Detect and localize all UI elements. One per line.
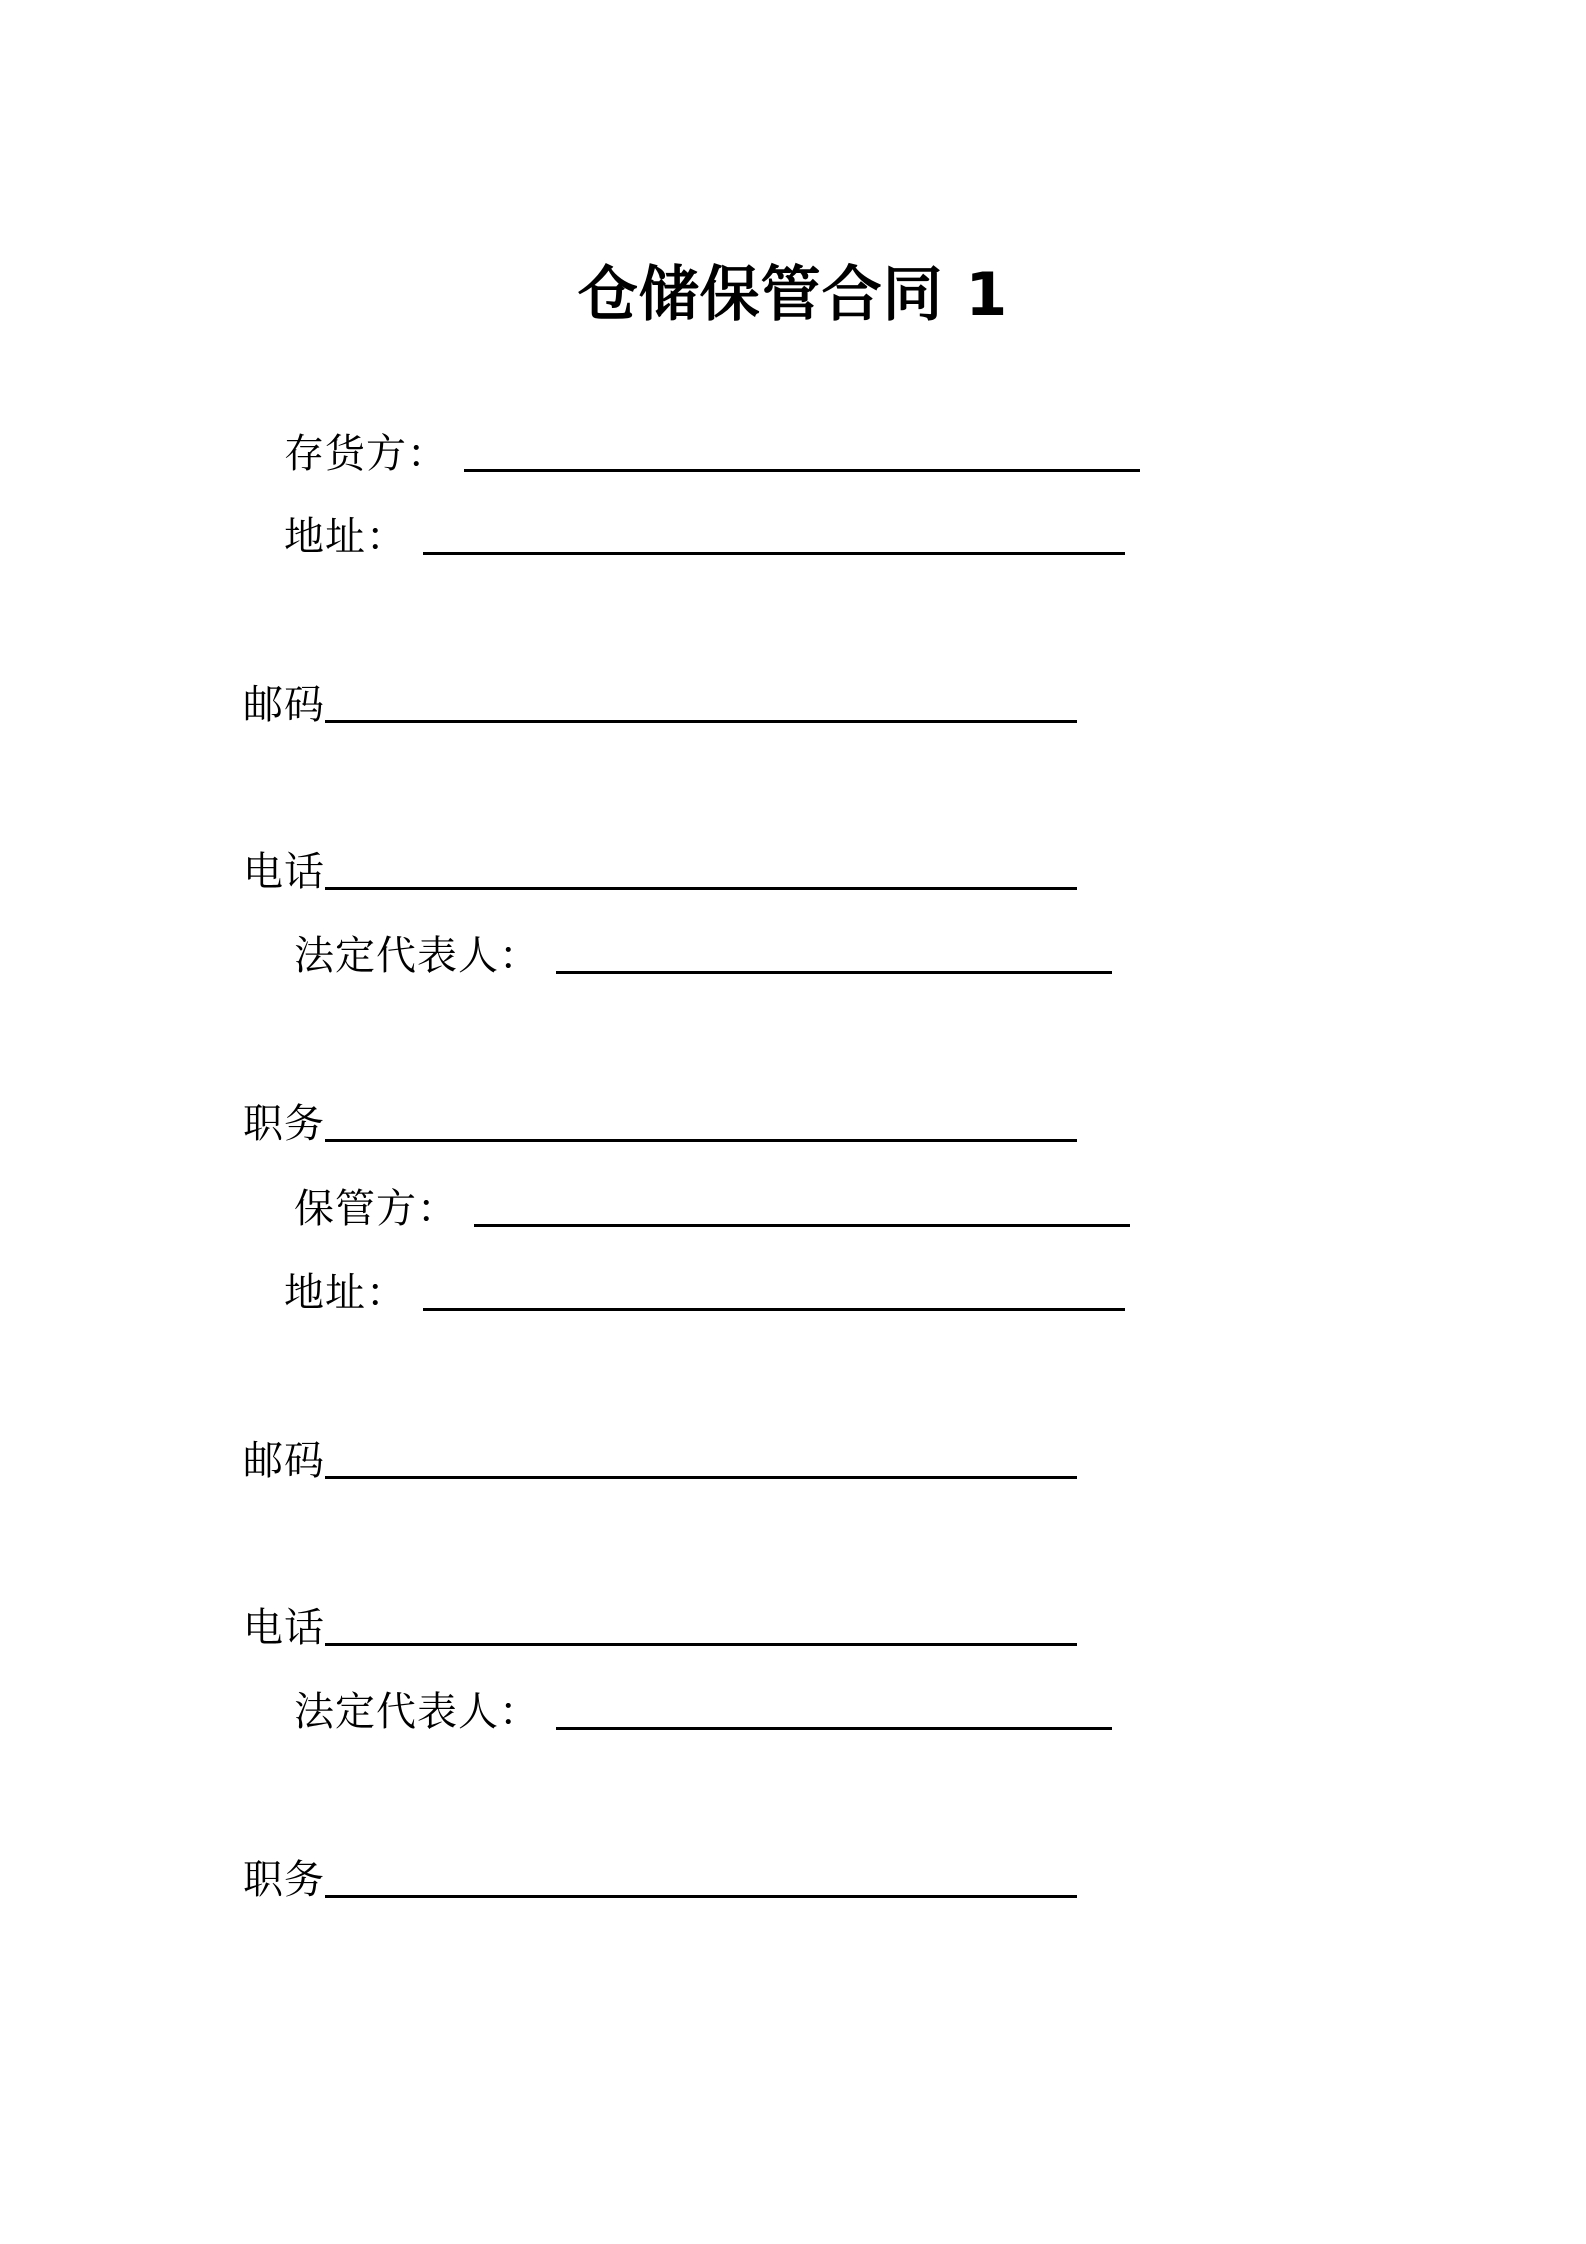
- depositor-position-row: [243, 1090, 1077, 1150]
- depositor-name-row: [284, 420, 1140, 480]
- depositor-postcode-blank[interactable]: [325, 720, 1077, 723]
- custodian-legal-rep-label: 法定代表人：: [294, 1689, 540, 1735]
- depositor-legal-rep-label: 法定代表人：: [294, 933, 540, 979]
- depositor-address-blank[interactable]: [423, 552, 1125, 555]
- custodian-name-blank[interactable]: [474, 1224, 1130, 1227]
- depositor-phone-row: [243, 838, 1077, 898]
- depositor-position-label: 职务: [243, 1101, 325, 1147]
- custodian-postcode-label: 邮码: [243, 1438, 325, 1484]
- custodian-name-row: [294, 1175, 1130, 1235]
- custodian-address-row: [284, 1259, 1125, 1319]
- depositor-name-label: 存货方：: [284, 431, 448, 477]
- custodian-legal-rep-blank[interactable]: [556, 1727, 1112, 1730]
- custodian-legal-rep-row: [294, 1678, 1112, 1738]
- depositor-postcode-row: [243, 671, 1077, 731]
- custodian-phone-label: 电话: [243, 1605, 325, 1651]
- custodian-postcode-blank[interactable]: [325, 1476, 1077, 1479]
- depositor-legal-rep-blank[interactable]: [556, 971, 1112, 974]
- custodian-position-row: [243, 1846, 1077, 1906]
- depositor-name-blank[interactable]: [464, 469, 1140, 472]
- custodian-address-blank[interactable]: [423, 1308, 1125, 1311]
- custodian-address-label: 地址：: [284, 1270, 407, 1316]
- depositor-phone-label: 电话: [243, 849, 325, 895]
- document-title: 仓储保管合同 1: [577, 260, 1009, 330]
- custodian-phone-row: [243, 1594, 1077, 1654]
- custodian-name-label: 保管方：: [294, 1186, 458, 1232]
- depositor-address-row: [284, 503, 1125, 563]
- depositor-legal-rep-row: [294, 922, 1112, 982]
- depositor-position-blank[interactable]: [325, 1139, 1077, 1142]
- depositor-postcode-label: 邮码: [243, 682, 325, 728]
- custodian-position-label: 职务: [243, 1857, 325, 1903]
- depositor-phone-blank[interactable]: [325, 887, 1077, 890]
- custodian-position-blank[interactable]: [325, 1895, 1077, 1898]
- custodian-postcode-row: [243, 1427, 1077, 1487]
- custodian-phone-blank[interactable]: [325, 1643, 1077, 1646]
- depositor-address-label: 地址：: [284, 514, 407, 560]
